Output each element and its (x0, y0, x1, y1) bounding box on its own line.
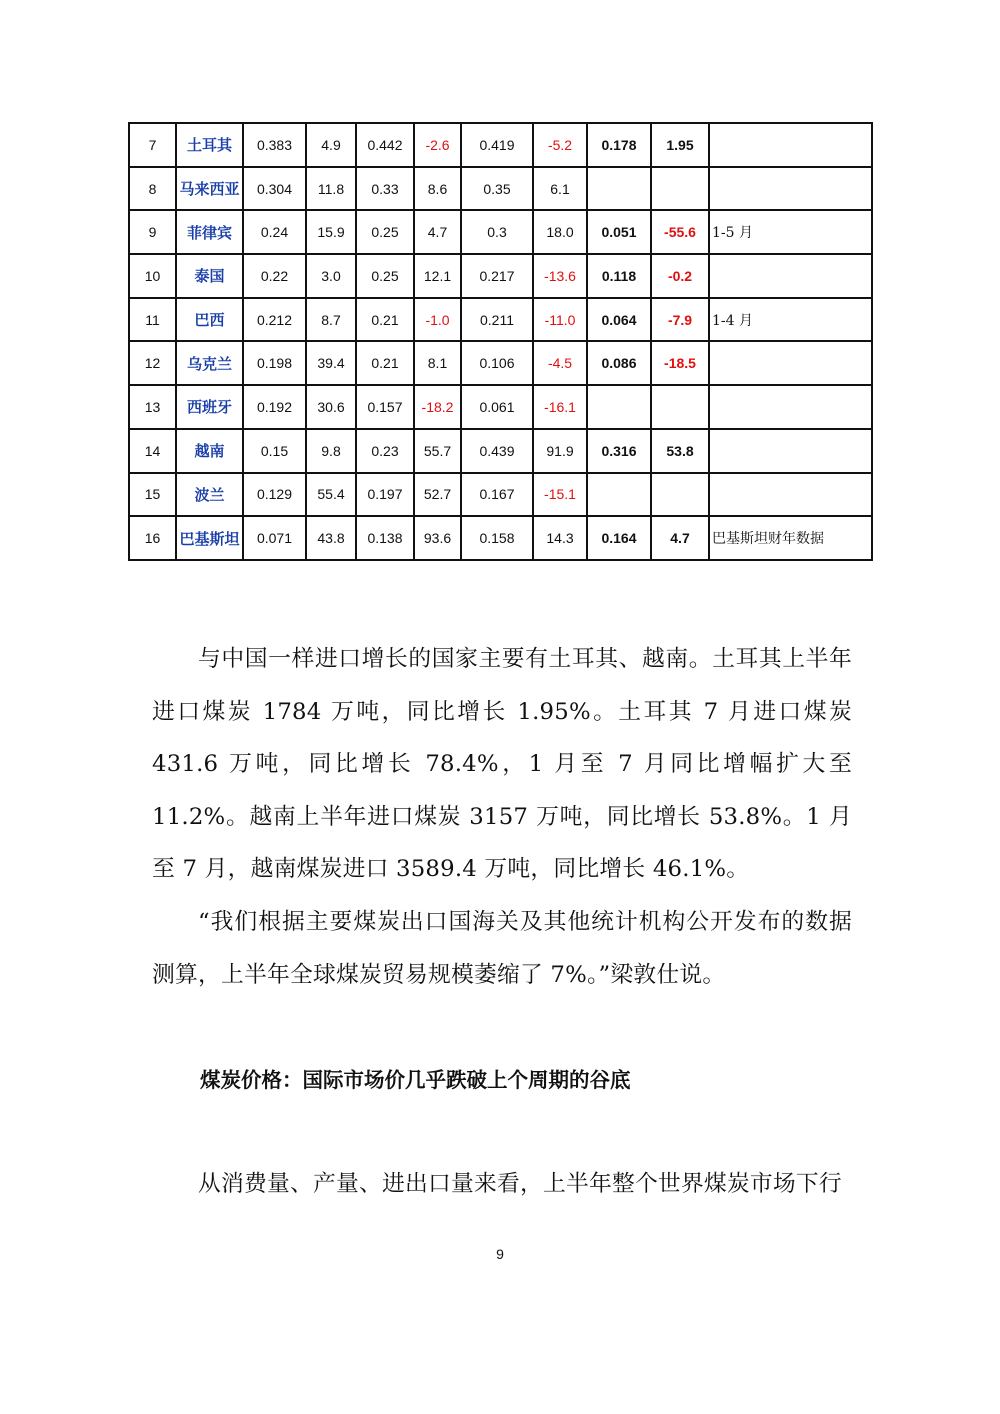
table-row (129, 210, 872, 254)
table-cell-c6: -15.1 (533, 473, 587, 517)
table-cell-rank: 11 (129, 298, 176, 342)
table-cell-c5: 0.106 (461, 341, 533, 385)
table-cell-c3: 0.21 (356, 341, 414, 385)
table-cell-note (709, 429, 872, 473)
table-cell-c6: -5.2 (533, 123, 587, 167)
table-cell-note (709, 254, 872, 298)
table-cell-c4: -1.0 (414, 298, 461, 342)
table-cell-country: 菲律宾 (176, 210, 243, 254)
table-cell-note (709, 123, 872, 167)
table-cell-c1: 0.212 (243, 298, 306, 342)
table-cell-rank: 13 (129, 385, 176, 429)
table-cell-c7: 0.178 (587, 123, 651, 167)
table-cell-c4: 8.1 (414, 341, 461, 385)
table-cell-c1: 0.24 (243, 210, 306, 254)
table-row (129, 385, 872, 429)
table-cell-c3: 0.25 (356, 254, 414, 298)
table-cell-c4: 93.6 (414, 516, 461, 560)
page-number: 9 (496, 1246, 504, 1262)
table-cell-country: 西班牙 (176, 385, 243, 429)
table-cell-country: 泰国 (176, 254, 243, 298)
table-cell-c7 (587, 167, 651, 211)
table-cell-c3: 0.21 (356, 298, 414, 342)
table-cell-c3: 0.442 (356, 123, 414, 167)
table-cell-c1: 0.192 (243, 385, 306, 429)
table-cell-country: 巴基斯坦 (176, 516, 243, 560)
table-cell-c3: 0.25 (356, 210, 414, 254)
table-cell-c7: 0.164 (587, 516, 651, 560)
table-cell-c8: 4.7 (651, 516, 709, 560)
table-cell-c2: 11.8 (306, 167, 356, 211)
table-cell-rank: 9 (129, 210, 176, 254)
table-cell-country: 乌克兰 (176, 341, 243, 385)
table-cell-c8 (651, 385, 709, 429)
table-cell-c3: 0.138 (356, 516, 414, 560)
table-cell-c8: -0.2 (651, 254, 709, 298)
table-cell-c2: 15.9 (306, 210, 356, 254)
table-cell-c4: 55.7 (414, 429, 461, 473)
table-cell-c4: -18.2 (414, 385, 461, 429)
table-cell-c2: 43.8 (306, 516, 356, 560)
table-cell-c8: 53.8 (651, 429, 709, 473)
table-cell-c1: 0.129 (243, 473, 306, 517)
table-cell-c7: 0.316 (587, 429, 651, 473)
table-cell-c6: -16.1 (533, 385, 587, 429)
table-row (129, 473, 872, 517)
table-cell-c2: 39.4 (306, 341, 356, 385)
table-row (129, 341, 872, 385)
table-cell-c8: -7.9 (651, 298, 709, 342)
table-cell-c1: 0.304 (243, 167, 306, 211)
table-cell-c2: 9.8 (306, 429, 356, 473)
table-cell-c8: -18.5 (651, 341, 709, 385)
paragraph-market-decline: 从消费量、产量、进出口量来看，上半年整个世界煤炭市场下行 (198, 1171, 842, 1197)
table-cell-c5: 0.3 (461, 210, 533, 254)
table-row (129, 516, 872, 560)
table-row (129, 298, 872, 342)
table-cell-rank: 15 (129, 473, 176, 517)
paragraph-trade-shrink: “我们根据主要煤炭出口国海关及其他统计机构公开发布的数据测算，上半年全球煤炭贸易规模萎缩了 7%。”梁敦仕说。 (152, 909, 852, 988)
table-cell-c8 (651, 473, 709, 517)
table-cell-c6: 91.9 (533, 429, 587, 473)
table-row (129, 429, 872, 473)
table-cell-c2: 3.0 (306, 254, 356, 298)
table-cell-c2: 30.6 (306, 385, 356, 429)
table-cell-c6: -4.5 (533, 341, 587, 385)
table-cell-c3: 0.23 (356, 429, 414, 473)
section-heading-coal-price: 煤炭价格：国际市场价几乎跌破上个周期的谷底 (200, 1068, 631, 1092)
table-row (129, 254, 872, 298)
table-cell-rank: 10 (129, 254, 176, 298)
table-cell-c5: 0.061 (461, 385, 533, 429)
table-cell-country: 越南 (176, 429, 243, 473)
table-cell-c5: 0.158 (461, 516, 533, 560)
table-cell-c6: 6.1 (533, 167, 587, 211)
table-body (129, 123, 872, 560)
table-cell-c1: 0.071 (243, 516, 306, 560)
table-cell-note: 1-5 月 (709, 210, 872, 254)
table-cell-c3: 0.33 (356, 167, 414, 211)
table-cell-c8 (651, 167, 709, 211)
table-cell-country: 波兰 (176, 473, 243, 517)
table-cell-c4: 8.6 (414, 167, 461, 211)
table-cell-note: 巴基斯坦财年数据 (709, 516, 872, 560)
table-cell-c7: 0.086 (587, 341, 651, 385)
table-cell-c2: 4.9 (306, 123, 356, 167)
table-cell-rank: 7 (129, 123, 176, 167)
table-cell-c3: 0.197 (356, 473, 414, 517)
table-cell-c6: -11.0 (533, 298, 587, 342)
table-cell-country: 马来西亚 (176, 167, 243, 211)
coal-import-table-wrapper (128, 122, 873, 561)
table-cell-c7: 0.064 (587, 298, 651, 342)
table-cell-country: 巴西 (176, 298, 243, 342)
table-cell-c3: 0.157 (356, 385, 414, 429)
table-cell-c5: 0.419 (461, 123, 533, 167)
table-cell-note (709, 341, 872, 385)
table-cell-c1: 0.198 (243, 341, 306, 385)
paragraph-import-growth: 与中国一样进口增长的国家主要有土耳其、越南。土耳其上半年进口煤炭 1784 万吨，同比增长 1.95%。土耳其 7 月进口煤炭 431.6 万吨，同比增长 78.4%，1 月至 7 月同比增幅扩大至 11.2%。越南上半年进口煤炭 3157 万吨，同比增长 53.8%。1 月至 7 月，越南煤炭进口 3589.4 万吨，同比增长 46.1%。 (152, 646, 852, 882)
table-cell-note: 1-4 月 (709, 298, 872, 342)
table-cell-note (709, 473, 872, 517)
table-cell-c2: 55.4 (306, 473, 356, 517)
table-cell-rank: 12 (129, 341, 176, 385)
table-cell-c1: 0.22 (243, 254, 306, 298)
table-row (129, 167, 872, 211)
table-cell-c1: 0.15 (243, 429, 306, 473)
table-cell-note (709, 167, 872, 211)
table-cell-c5: 0.167 (461, 473, 533, 517)
table-cell-c1: 0.383 (243, 123, 306, 167)
table-cell-c4: 12.1 (414, 254, 461, 298)
table-cell-c8: -55.6 (651, 210, 709, 254)
table-cell-c4: 52.7 (414, 473, 461, 517)
table-cell-rank: 16 (129, 516, 176, 560)
table-cell-rank: 14 (129, 429, 176, 473)
table-cell-c2: 8.7 (306, 298, 356, 342)
table-cell-c5: 0.439 (461, 429, 533, 473)
table-cell-c6: 18.0 (533, 210, 587, 254)
coal-import-table (128, 122, 873, 561)
table-cell-c5: 0.217 (461, 254, 533, 298)
table-cell-c4: 4.7 (414, 210, 461, 254)
table-cell-c7: 0.051 (587, 210, 651, 254)
table-cell-c4: -2.6 (414, 123, 461, 167)
table-cell-c6: 14.3 (533, 516, 587, 560)
table-cell-country: 土耳其 (176, 123, 243, 167)
table-cell-c8: 1.95 (651, 123, 709, 167)
table-cell-c5: 0.211 (461, 298, 533, 342)
table-row (129, 123, 872, 167)
table-cell-c7: 0.118 (587, 254, 651, 298)
table-cell-c5: 0.35 (461, 167, 533, 211)
table-cell-c7 (587, 473, 651, 517)
table-cell-rank: 8 (129, 167, 176, 211)
table-cell-c6: -13.6 (533, 254, 587, 298)
table-cell-note (709, 385, 872, 429)
table-cell-c7 (587, 385, 651, 429)
